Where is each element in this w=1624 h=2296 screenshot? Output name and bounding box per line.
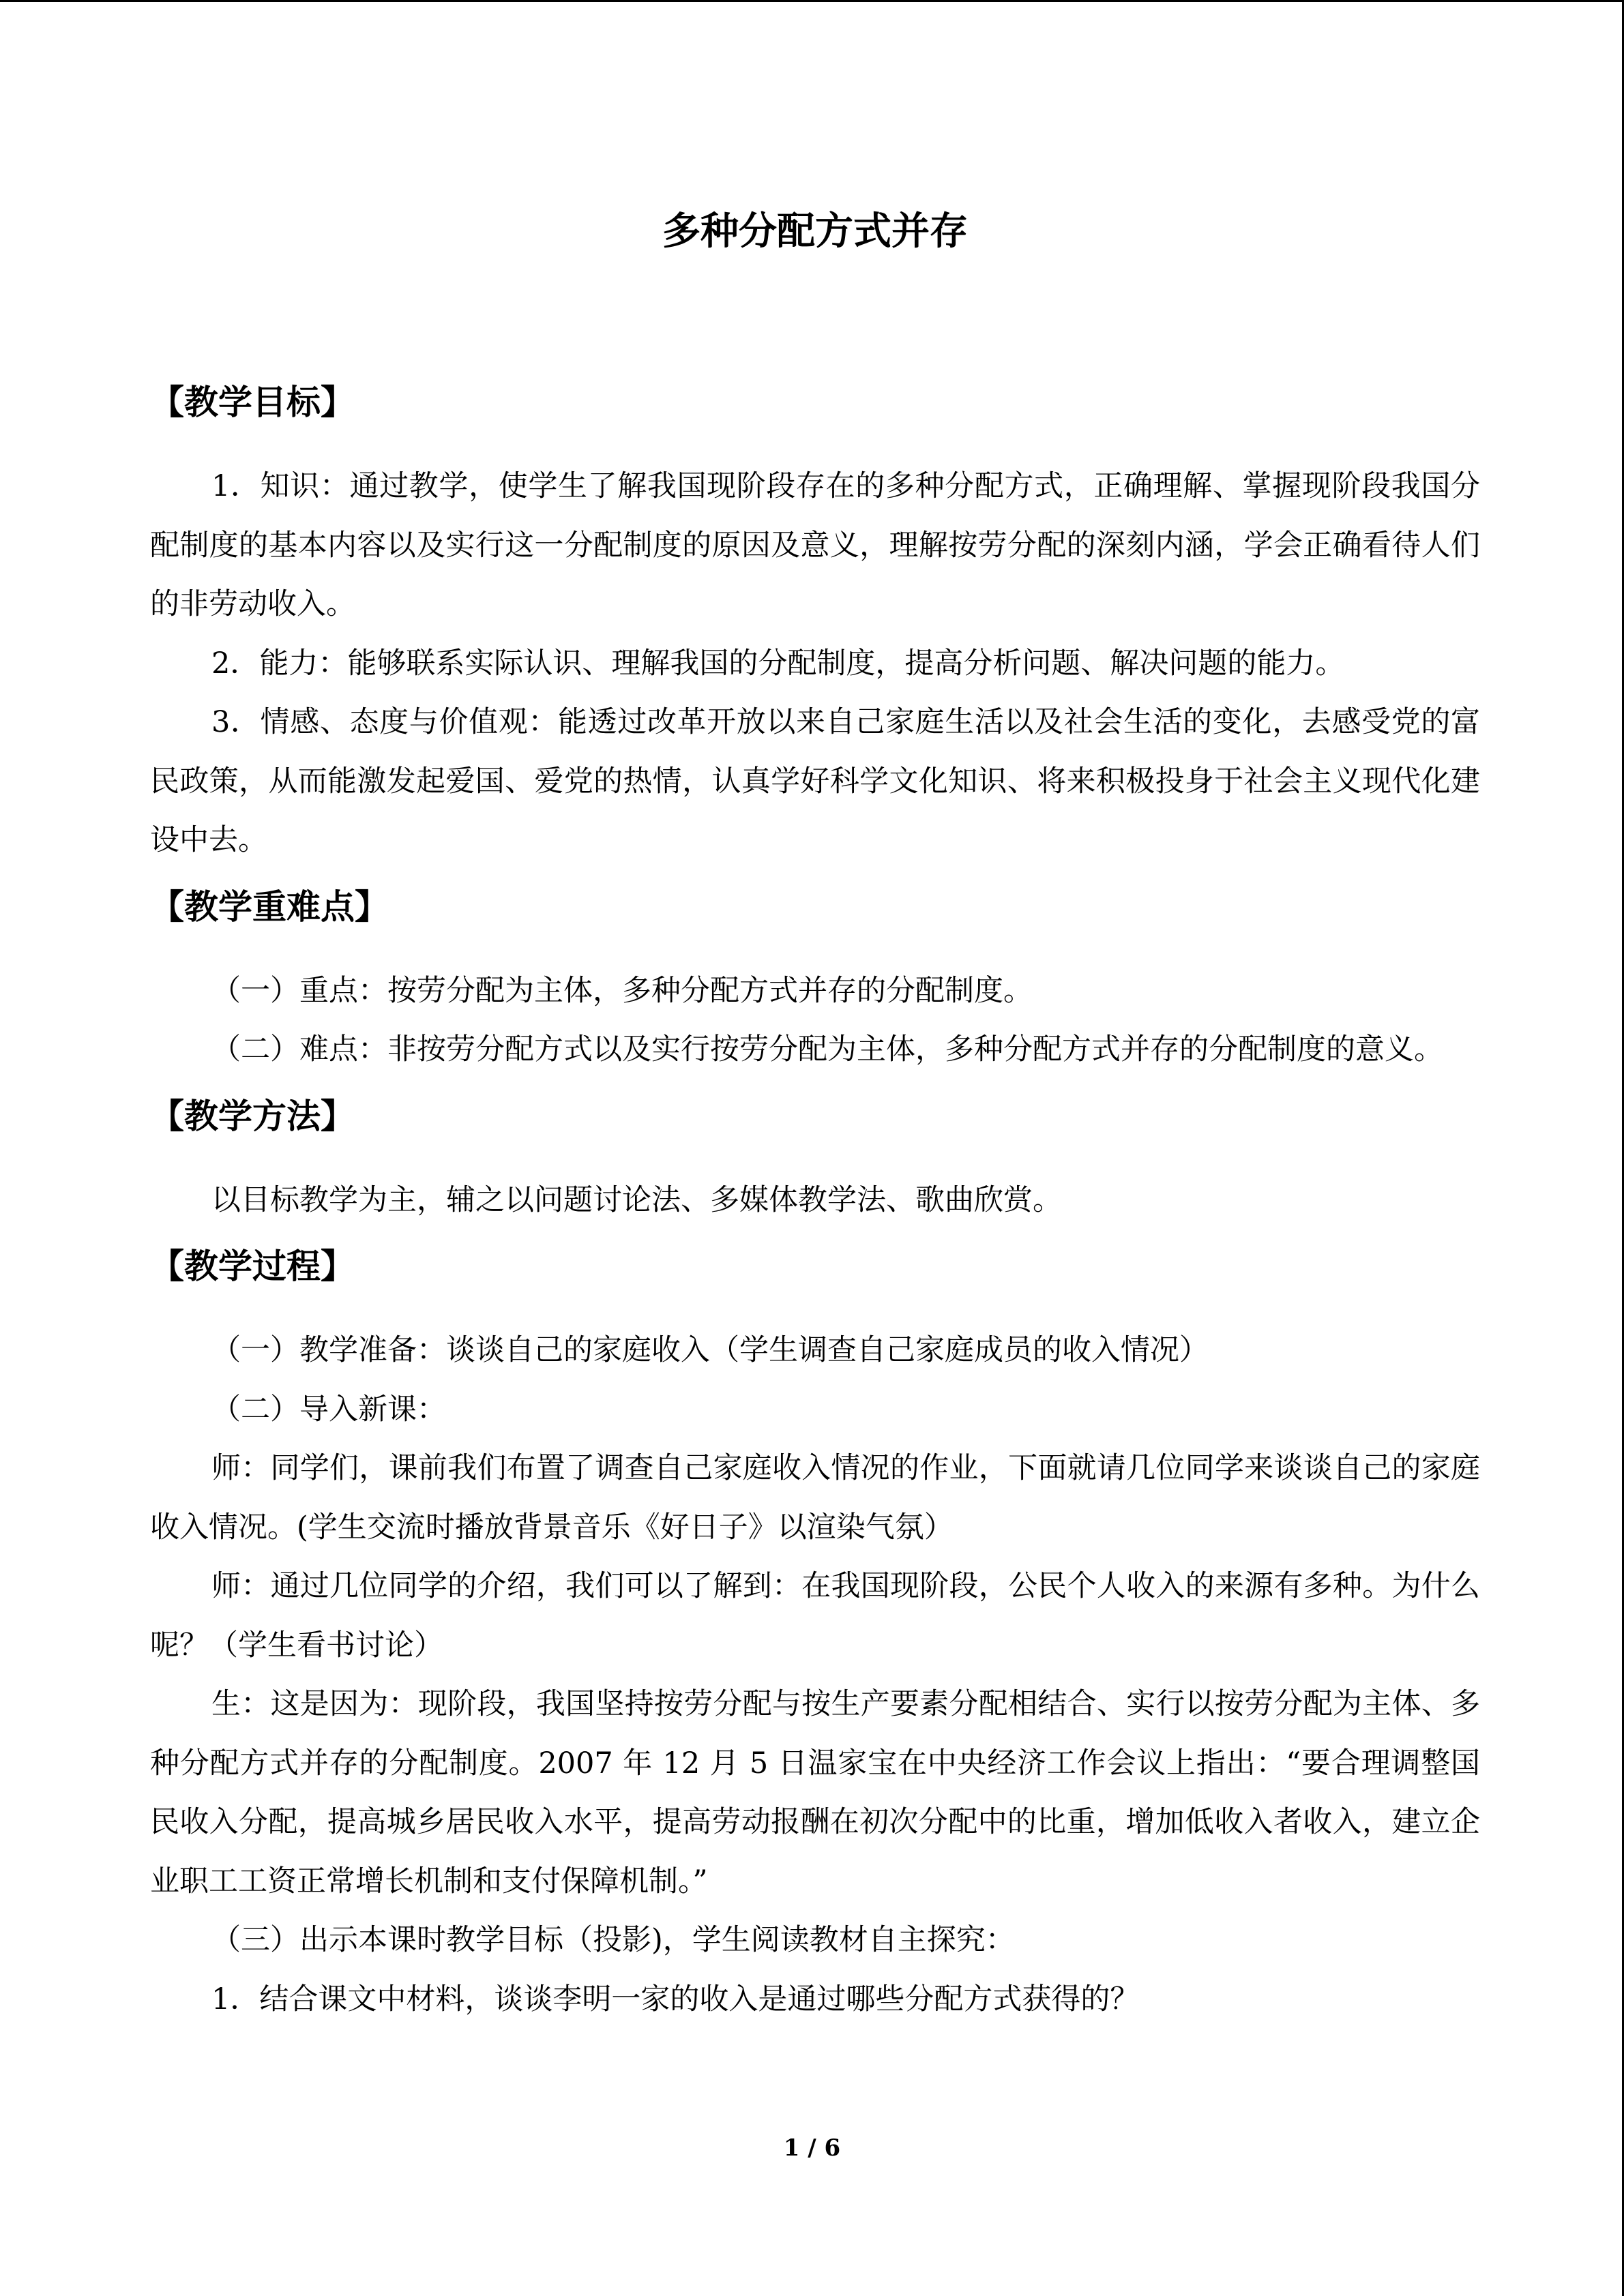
paragraph: （二）难点：非按劳分配方式以及实行按劳分配为主体，多种分配方式并存的分配制度的意义。 bbox=[211, 1032, 1443, 1067]
paragraph: （一）教学准备：谈谈自己的家庭收入（学生调查自己家庭成员的收入情况） bbox=[211, 1333, 1209, 1367]
paragraph: 师：同学们，课前我们布置了调查自己家庭收入情况的作业，下面就请几位同学来谈谈自己的家庭收入情况。(学生交流时播放背景音乐《好日子》以渲染气氛） bbox=[150, 1451, 1480, 1545]
section-heading: 【教学重难点】 bbox=[150, 886, 389, 927]
section-key-points bbox=[150, 880, 1480, 1079]
paragraph: （一）重点：按劳分配为主体，多种分配方式并存的分配制度。 bbox=[211, 973, 1033, 1008]
section-heading: 【教学方法】 bbox=[150, 1096, 355, 1136]
paragraph: （二）导入新课： bbox=[211, 1392, 446, 1427]
document-title: 多种分配方式并存 bbox=[662, 209, 968, 254]
section-heading: 【教学过程】 bbox=[150, 1247, 355, 1286]
page-number: 1 / 6 bbox=[783, 2134, 841, 2162]
paragraph: 生：这是因为：现阶段，我国坚持按劳分配与按生产要素分配相结合、实行以按劳分配为主体、多种分配方式并存的分配制度。2007 年 12 月 5 日温家宝在中央经济工作会议上指出：“要合理调整国民收入分配，提高城乡居民收入水平，提高劳动报酬在初次分配中的比重，增加低收入者收入，建立企业职工工资正常增长机制和支付保障机制。” bbox=[150, 1687, 1480, 1898]
paragraph: 1．知识：通过教学，使学生了解我国现阶段存在的多种分配方式，正确理解、掌握现阶段我国分配制度的基本内容以及实行这一分配制度的原因及意义，理解按劳分配的深刻内涵，学会正确看待人们的非劳动收入。 bbox=[150, 469, 1480, 621]
section-heading: 【教学目标】 bbox=[150, 383, 355, 422]
section-methods bbox=[150, 1089, 1480, 1230]
paragraph: 师：通过几位同学的介绍，我们可以了解到：在我国现阶段，公民个人收入的来源有多种。为什么呢？（学生看书讨论） bbox=[150, 1569, 1480, 1663]
section-objectives bbox=[150, 375, 1480, 870]
top-border-line bbox=[0, 0, 1624, 2]
document-page bbox=[150, 205, 1480, 2029]
paragraph: （三）出示本课时教学目标（投影)，学生阅读教材自主探究： bbox=[211, 1923, 1015, 1957]
section-process bbox=[150, 1239, 1480, 2029]
paragraph: 1．结合课文中材料，谈谈李明一家的收入是通过哪些分配方式获得的？ bbox=[211, 1982, 1140, 2016]
paragraph: 3．情感、态度与价值观：能透过改革开放以来自己家庭生活以及社会生活的变化，去感受党的富民政策，从而能激发起爱国、爱党的热情，认真学好科学文化知识、将来积极投身于社会主义现代化建设中去。 bbox=[150, 705, 1480, 857]
paragraph: 以目标教学为主，辅之以问题讨论法、多媒体教学法、歌曲欣赏。 bbox=[211, 1182, 1062, 1217]
paragraph: 2．能力：能够联系实际认识、理解我国的分配制度，提高分析问题、解决问题的能力。 bbox=[211, 646, 1345, 681]
